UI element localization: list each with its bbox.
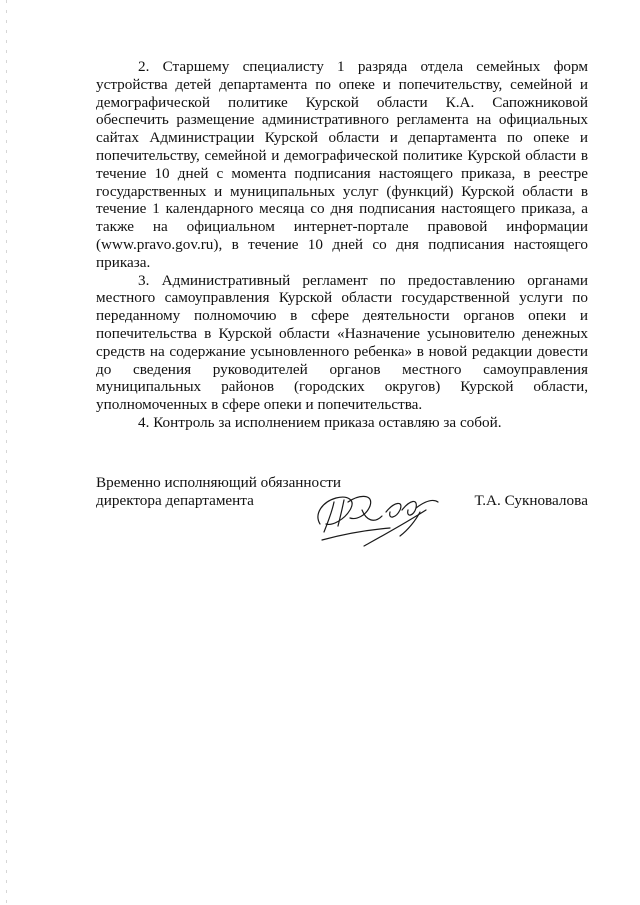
signer-title-line2: директора департамента [96, 492, 254, 509]
handwritten-signature [304, 480, 454, 552]
signer-title-line1: Временно исполняющий обязанности [96, 474, 342, 491]
document-body [96, 58, 588, 432]
signer-name: Т.А. Сукноваловa [474, 492, 588, 509]
signature-block [96, 474, 588, 554]
paragraph-2: 2. Старшему специалисту 1 разряда отдела семейных форм устройства детей департамента по опеке и попечительству, семейной и демографической политике Курской области К.А. Сапожниковой обеспечить размещение административного регламента на официальных сайтах Администрации Курской области и департамента по опеке и попечительству, семейной и демографической политике Курской области в течение 10 дней с момента подписания настоящего приказа, в реестре государственных и муниципальных услуг (функций) Курской области в течение 1 календарного месяца со дня подписания настоящего приказа, а также на официальном интернет-портале правовой информации (www.pravo.gov.ru), в течение 10 дней со дня подписания настоящего приказа. [96, 58, 588, 271]
scan-edge [6, 0, 7, 905]
paragraph-4: 4. Контроль за исполнением приказа оставляю за собой. [138, 413, 502, 431]
paragraph-3: 3. Административный регламент по предоставлению органами местного самоуправления Курской области государственной услуги по переданному полномочию в сфере деятельности органов опеки и попечительства в Курской области «Назначение усыновителю денежных средств на содержание усыновленного ребенка» в новой редакции довести до сведения руководителей органов местного самоуправления муниципальных районов (городских округов) Курской области, уполномоченных в сфере опеки и попечительства. [96, 271, 588, 414]
